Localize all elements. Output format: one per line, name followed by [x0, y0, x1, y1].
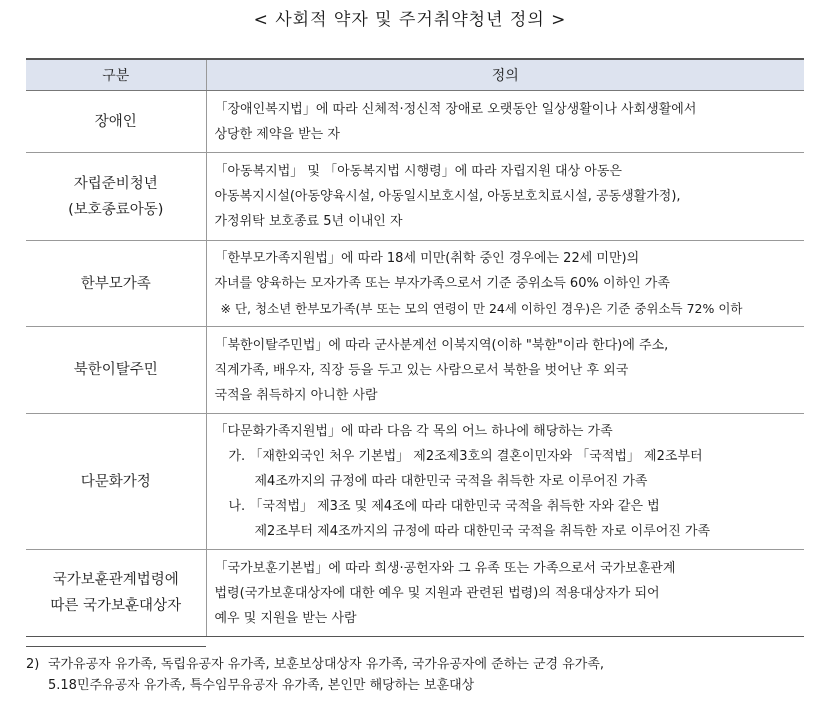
row-category: [26, 414, 206, 550]
definition-line: 「북한이탈주민법」에 따라 군사분계선 이북지역(이하 "북한"이라 한다)에 주소,: [214, 337, 669, 353]
definition-line: 직계가족, 배우자, 직장 등을 두고 있는 사람으로서 북한을 벗어난 후 외국: [214, 362, 629, 378]
table-header-row: [26, 59, 804, 91]
sub-item-continuation: 제4조까지의 규정에 따라 대한민국 국적을 취득한 자로 이루어진 가족: [254, 474, 648, 489]
footnote: [26, 654, 816, 696]
row-definition: [206, 550, 804, 637]
row-definition: [206, 91, 804, 153]
header-definition: 정의: [206, 59, 804, 91]
category-label: 다문화가정: [80, 473, 151, 490]
definition-line: 아동복지시설(아동양육시설, 아동일시보호시설, 아동보호치료시설, 공동생활가정),: [214, 189, 681, 204]
definition-line: 「국가보훈기본법」에 따라 희생·공헌자와 그 유족 또는 가족으로서 국가보훈관계: [214, 560, 676, 576]
table-row: [26, 550, 804, 637]
category-label: 자립준비청년: [73, 175, 158, 192]
row-category: [26, 91, 206, 153]
table-row: [26, 241, 804, 327]
sub-item-head: 가. 「재한외국인 처우 기본법」 제2조제3호의 결혼이민자와 「국적법」 제2조부터: [228, 449, 703, 464]
definition-line: 자녀를 양육하는 모자가족 또는 부자가족으로서 기준 중위소득 60% 이하인 가족: [214, 276, 670, 291]
category-label: 장애인: [94, 113, 137, 130]
table-row: [26, 327, 804, 414]
table-row: [26, 414, 804, 550]
footnote-text: 국가유공자 유가족, 독립유공자 유가족, 보훈보상대상자 유가족, 국가유공자에 준하는 군경 유가족,: [48, 657, 605, 672]
definition-line: 법령(국가보훈대상자에 대한 예우 및 지원과 관련된 법령)의 적용대상자가 되어: [214, 585, 660, 601]
row-definition: [206, 153, 804, 241]
row-definition: [206, 241, 804, 327]
row-definition: [206, 327, 804, 414]
row-definition: [206, 414, 804, 550]
category-label: (보호종료아동): [68, 201, 164, 218]
definition-line: 가정위탁 보호종료 5년 이내인 자: [214, 214, 403, 229]
definition-line: 「한부모가족지원법」에 따라 18세 미만(취학 중인 경우에는 22세 미만)의: [214, 251, 640, 266]
definition-line: 상당한 제약을 받는 자: [214, 126, 340, 142]
definition-line: 예우 및 지원을 받는 사람: [214, 610, 357, 626]
category-label: 국가보훈관계법령에: [52, 572, 179, 588]
header-category: 구분: [26, 59, 206, 91]
definition-line: 「다문화가족지원법」에 따라 다음 각 목의 어느 하나에 해당하는 가족: [214, 424, 613, 439]
sub-item-head: 나. 「국적법」 제3조 및 제4조에 따라 대한민국 국적을 취득한 자와 같은 법: [228, 499, 660, 514]
footnote-text: 5.18민주유공자 유가족, 특수임무유공자 유가족, 본인만 해당하는 보훈대상: [48, 678, 475, 693]
category-label: 북한이탈주민: [73, 362, 158, 378]
row-category: [26, 327, 206, 414]
page-title: < 사회적 약자 및 주거취약청년 정의 >: [253, 10, 567, 30]
category-label: 따른 국가보훈대상자: [50, 598, 182, 614]
sub-item-continuation: 제2조부터 제4조까지의 규정에 따라 대한민국 국적을 취득한 자로 이루어진 가족: [254, 524, 711, 539]
footnote-number: 2): [26, 657, 40, 672]
row-category: [26, 241, 206, 327]
definition-line: 국적을 취득하지 아니한 사람: [214, 387, 378, 403]
definition-note: ※ 단, 청소년 한부모가족(부 또는 모의 연령이 만 24세 이하인 경우)은 기준 중위소득 72% 이하: [220, 301, 743, 316]
definition-table: [26, 58, 804, 637]
table-row: [26, 153, 804, 241]
category-label: 한부모가족: [80, 275, 151, 292]
row-category: [26, 550, 206, 637]
definition-line: 「아동복지법」 및 「아동복지법 시행령」에 따라 자립지원 대상 아동은: [214, 164, 622, 179]
table-row: [26, 91, 804, 153]
definition-line: 「장애인복지법」에 따라 신체적·정신적 장애로 오랫동안 일상생활이나 사회생활에서: [214, 101, 697, 117]
row-category: [26, 153, 206, 241]
footnote-divider: [26, 646, 206, 647]
